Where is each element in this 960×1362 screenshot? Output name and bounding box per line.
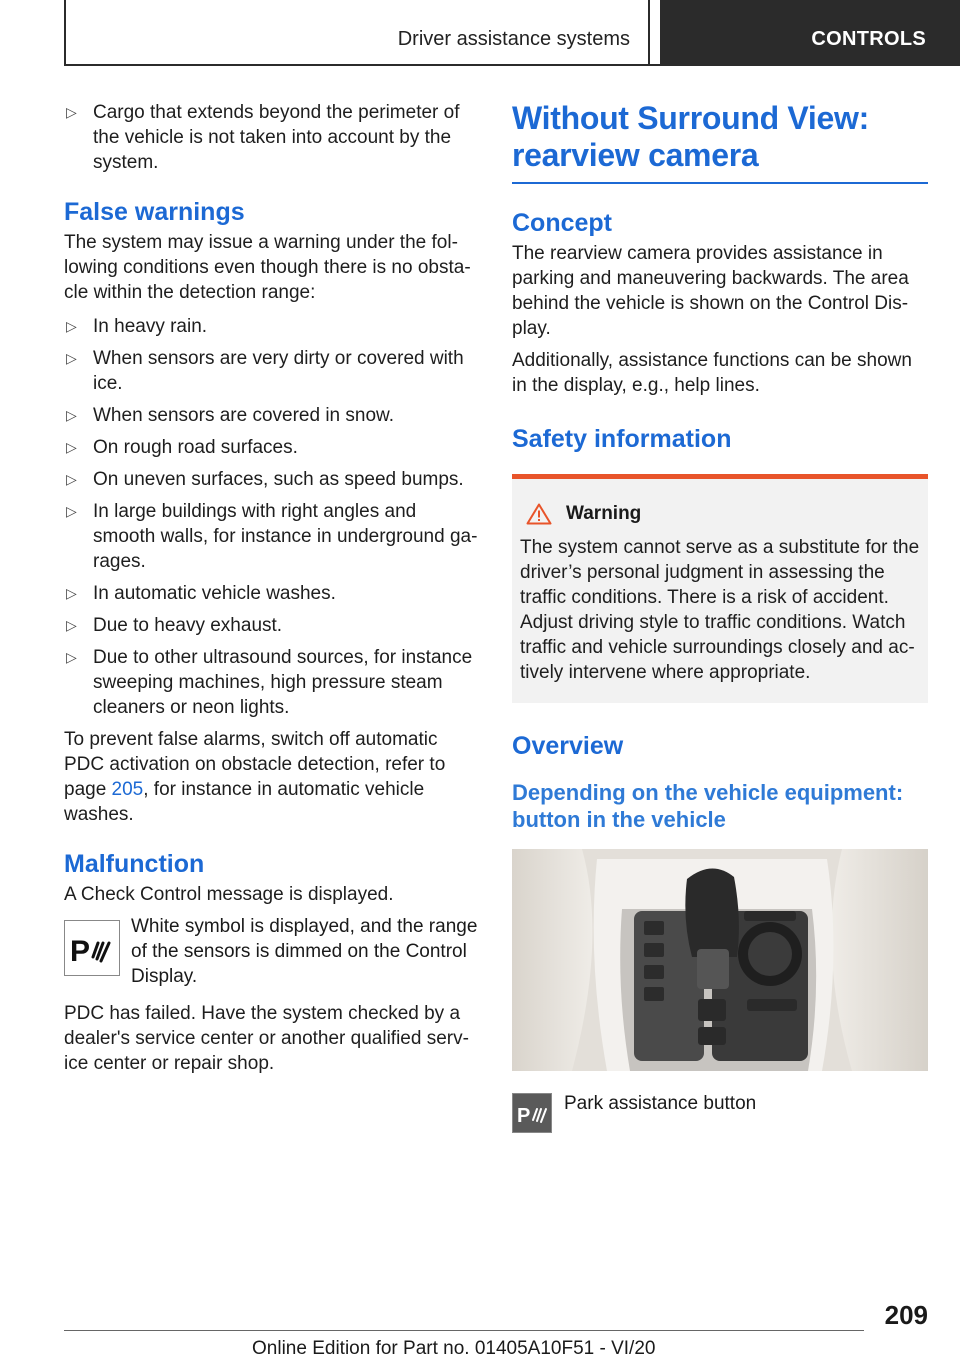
triangle-bullet-icon: ▷ bbox=[66, 439, 77, 455]
svg-text:P: P bbox=[70, 935, 91, 968]
warning-box bbox=[512, 474, 928, 703]
warning-title: Warning bbox=[566, 503, 642, 524]
header-chapter-tab bbox=[660, 0, 960, 66]
pdc-symbol-row bbox=[64, 914, 478, 989]
intro-list bbox=[64, 100, 478, 175]
concept-paragraph-1: The rearview camera provides assistance in parking and maneuvering backwards. The area behind the vehicle is shown on the Control Dis-play. bbox=[512, 243, 909, 339]
page-number: 209 bbox=[884, 1300, 928, 1330]
list-item: ▷ In large buildings with right angles and smooth walls, for instance in underground ga-rages. bbox=[66, 501, 478, 572]
malfunction-outro: PDC has failed. Have the system checked by a dealer's service center or another qualified serv-ice center or repair shop. bbox=[64, 1003, 469, 1074]
park-assist-icon bbox=[512, 1093, 552, 1133]
section-title: Without Surround View: rearview camera bbox=[512, 100, 869, 173]
caption-row bbox=[512, 1091, 928, 1135]
concept-paragraph-2: Additionally, assistance functions can be shown in the display, e.g., help lines. bbox=[512, 350, 912, 396]
false-warnings-intro: The system may issue a warning under the fol-lowing conditions even though there is no obsta-cle within the detection range: bbox=[64, 232, 471, 303]
caption-text: Park assistance button bbox=[564, 1093, 757, 1114]
concept-heading: Concept bbox=[512, 209, 612, 237]
list-item: ▷ On rough road surfaces. bbox=[66, 437, 298, 458]
warning-text: The system cannot serve as a substitute for the driver’s personal judgment in assessing the traffic conditions. There is a risk of accident. Adjust driving style to traffic conditions. Watch traffic and vehicle surroundings closely and ac-tively intervene where appropriate. bbox=[520, 537, 920, 683]
header-section-box bbox=[64, 0, 650, 66]
header-chapter-label: CONTROLS bbox=[811, 28, 926, 50]
right-column bbox=[512, 100, 928, 1135]
triangle-bullet-icon: ▷ bbox=[66, 104, 77, 120]
list-item: ▷ In automatic vehicle washes. bbox=[66, 583, 336, 604]
triangle-bullet-icon: ▷ bbox=[66, 585, 77, 601]
list-item: ▷ When sensors are covered in snow. bbox=[66, 405, 394, 426]
false-warnings-outro: To prevent false alarms, switch off automatic PDC activation on obstacle detection, refer to page 205, for instance in automatic vehicle washes. bbox=[64, 729, 446, 825]
list-item: ▷ In heavy rain. bbox=[66, 316, 208, 337]
footer-rule bbox=[64, 1330, 864, 1331]
triangle-bullet-icon: ▷ bbox=[66, 617, 77, 633]
triangle-bullet-icon: ▷ bbox=[66, 350, 77, 366]
triangle-bullet-icon: ▷ bbox=[66, 649, 77, 665]
warning-header bbox=[520, 503, 920, 525]
warning-triangle-icon bbox=[526, 503, 552, 525]
false-warnings-list bbox=[64, 314, 478, 720]
svg-text:P: P bbox=[517, 1105, 531, 1127]
malfunction-heading: Malfunction bbox=[64, 850, 205, 878]
overview-subheading: Depending on the vehicle equipment: button in the vehicle bbox=[512, 780, 904, 832]
list-item: ▷ Due to other ultrasound sources, for instance sweeping machines, high pressure steam cleaners or neon lights. bbox=[66, 647, 473, 718]
left-column bbox=[64, 100, 478, 1083]
pdc-symbol-icon bbox=[64, 920, 120, 976]
triangle-bullet-icon: ▷ bbox=[66, 503, 77, 519]
list-item: ▷ Due to heavy exhaust. bbox=[66, 615, 283, 636]
list-item: ▷ When sensors are very dirty or covered with ice. bbox=[66, 348, 464, 394]
overview-heading: Overview bbox=[512, 732, 624, 760]
triangle-bullet-icon: ▷ bbox=[66, 318, 77, 334]
triangle-bullet-icon: ▷ bbox=[66, 471, 77, 487]
header-section-title: Driver assistance systems bbox=[397, 28, 630, 50]
center-console-photo bbox=[512, 849, 928, 1071]
triangle-bullet-icon: ▷ bbox=[66, 407, 77, 423]
footer-edition: Online Edition for Part no. 01405A10F51 - VI/20 bbox=[252, 1338, 656, 1359]
page-reference-link[interactable]: 205 bbox=[111, 779, 144, 800]
pdc-symbol-text: White symbol is displayed, and the range of the sensors is dimmed on the Control Display. bbox=[131, 916, 478, 987]
section-title-rule bbox=[512, 182, 928, 184]
list-item: ▷ On uneven surfaces, such as speed bumps. bbox=[66, 469, 464, 490]
malfunction-intro: A Check Control message is displayed. bbox=[64, 884, 394, 905]
false-warnings-heading: False warnings bbox=[64, 198, 245, 226]
list-item: ▷ Cargo that extends beyond the perimeter of the vehicle is not taken into account by the system. bbox=[66, 102, 460, 173]
safety-heading: Safety information bbox=[512, 425, 732, 453]
